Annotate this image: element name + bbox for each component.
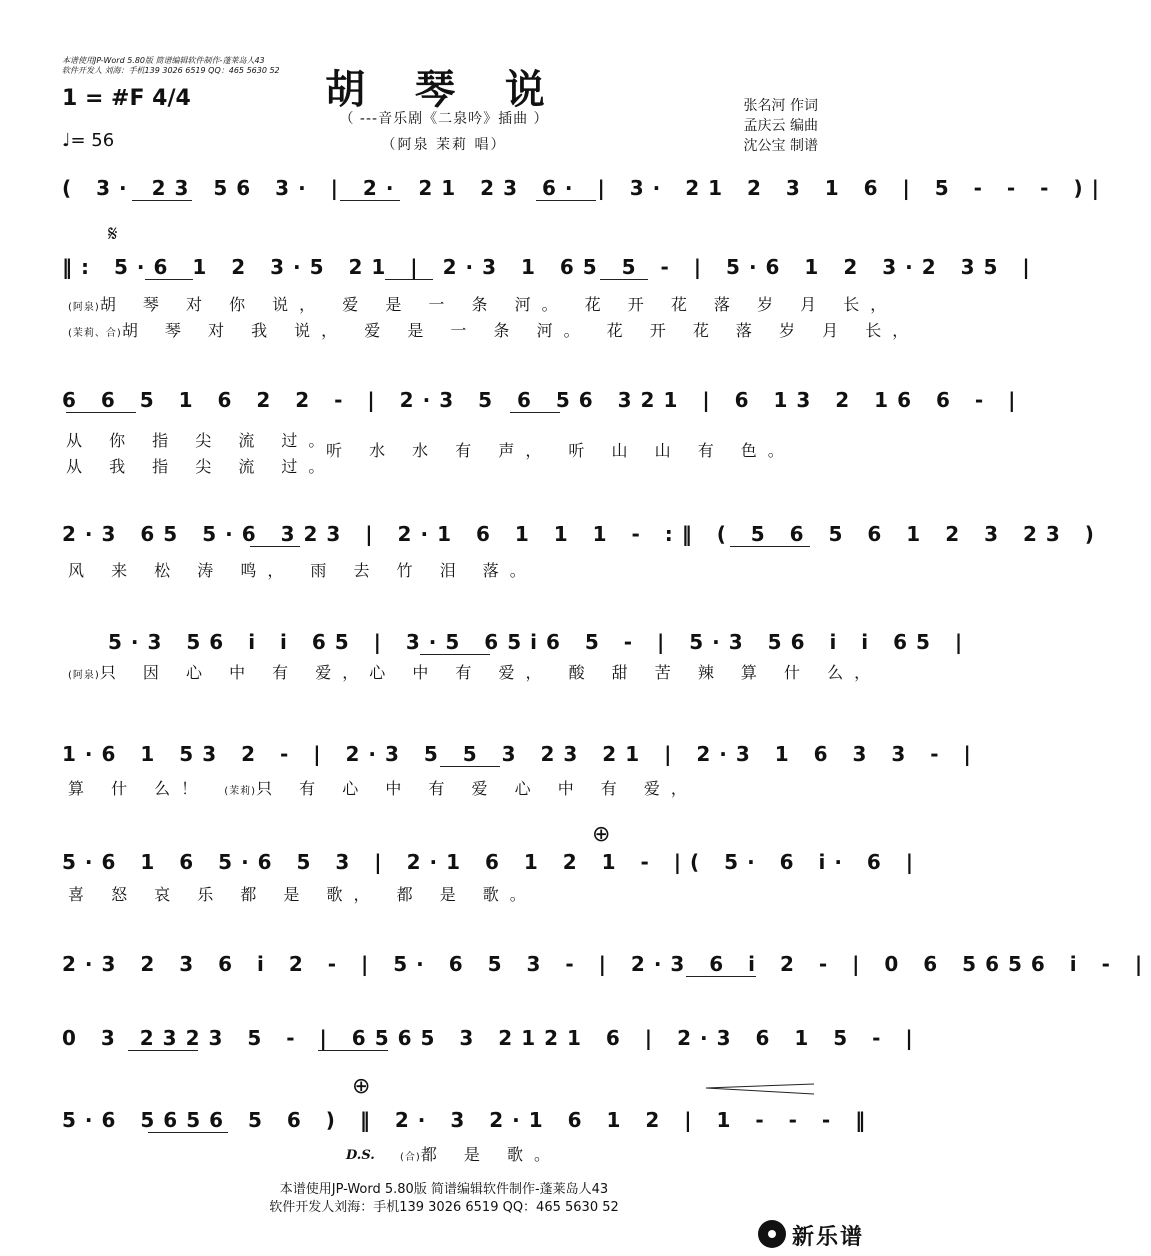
score-line-6: 1·6 1 53 2 - | 2·3 5 5 3 23 21 | 2·3 1 6 3 3 - |	[62, 742, 980, 766]
software-note: 本谱使用JP-Word 5.80版 简谱编辑软件制作-蓬莱岛人43	[62, 56, 265, 65]
score-line-8: 2·3 2 3 6 i 2 - | 5· 6 5 3 - | 2·3 6 i 2 - | 0 6 5656 i - |	[62, 952, 1151, 976]
record-disc-icon	[758, 1220, 786, 1248]
role-label: (茉莉、合)	[68, 328, 122, 339]
footer-software: 本谱使用JP-Word 5.80版 简谱编辑软件制作-蓬莱岛人43	[279, 1182, 609, 1197]
lyric-line-3b: 从 我 指 尖 流 过。	[66, 457, 336, 476]
score-line-2: ‖: 5·6 1 2 3·5 21 | 2·3 1 65 5 - | 5·6 1 2 3·2 35 |	[62, 255, 1039, 279]
song-title: 胡 琴 说	[325, 66, 563, 113]
role-label: (茉莉)	[224, 786, 257, 797]
role-label: (合)	[400, 1152, 421, 1163]
transcriber-credit: 沈公宝 制谱	[743, 138, 818, 154]
coda-sign: ⊕	[592, 822, 611, 847]
score-line-10: 5·6 5656 5 6 ) ‖ 2· 3 2·1 6 1 2 | 1 - - - ‖	[62, 1108, 875, 1132]
score-line-5: 5·3 56 i i 65 | 3·5 65i6 5 - | 5·3 56 i i 65 |	[108, 630, 972, 654]
lyric-text: 胡 琴 对 你 说， 爱 是 一 条 河。 花 开 花 落 岁 月 长，	[99, 295, 898, 314]
lyricist-credit: 张名河 作词	[743, 98, 818, 114]
lyric-line-5	[68, 660, 882, 683]
lyric-verse-2	[68, 318, 920, 341]
lyric-text: 算 什 么！	[68, 779, 209, 798]
lyric-text-b: 只 有 心 中 有 爱 心 中 有 爱，	[256, 779, 698, 798]
lyric-line-3c: 听 水 水 有 声， 听 山 山 有 色。	[326, 441, 795, 460]
tempo-marking: ♩= 56	[62, 130, 115, 151]
developer-note: 软件开发人 刘海：手机139 3026 6519 QQ：465 5630 52	[62, 66, 280, 75]
composer-credit: 孟庆云 编曲	[743, 118, 818, 134]
lyric-text: 胡 琴 对 我 说， 爱 是 一 条 河。 花 开 花 落 岁 月 长，	[121, 321, 920, 340]
key-signature: 1 = #F 4/4	[62, 86, 191, 111]
segno-sign: 𝄋	[108, 222, 118, 247]
lyric-verse-1	[68, 292, 898, 315]
lyric-line-10	[400, 1142, 800, 1165]
footer-developer: 软件开发人刘海：手机139 3026 6519 QQ：465 5630 52	[269, 1200, 619, 1215]
coda-sign: ⊕	[352, 1074, 371, 1099]
lyric-text: 只 因 心 中 有 爱，心 中 有 爱， 酸 甜 苦 辣 算 什 么，	[99, 663, 882, 682]
score-line-1: ( 3· 23 56 3· | 2· 21 23 6· | 3· 21 2 3 1 6 | 5 - - - )|	[62, 176, 1108, 200]
logo-text: 新乐谱	[792, 1225, 865, 1250]
score-line-3: 6 6 5 1 6 2 2 - | 2·3 5 6 56 321 | 6 13 2 16 6 - |	[62, 388, 1025, 412]
credits	[744, 96, 818, 156]
score-line-9: 0 3 2323 5 - | 6565 3 2121 6 | 2·3 6 1 5 - |	[62, 1026, 922, 1050]
singer-info: （阿泉 茉莉 唱）	[381, 137, 507, 153]
lyric-line-7: 喜 怒 哀 乐 都 是 歌， 都 是 歌。	[68, 885, 537, 904]
site-logo	[758, 1218, 878, 1250]
role-label: (阿泉)	[68, 302, 100, 313]
score-line-4: 2·3 65 5·6 323 | 2·1 6 1 1 1 - :‖ ( 5 6 5 6 1 2 3 23 )	[62, 522, 1103, 546]
song-subtitle: （ ---音乐剧《二泉吟》插曲 ）	[339, 111, 549, 127]
score-line-7: 5·6 1 6 5·6 5 3 | 2·1 6 1 2 1 - |( 5· 6 i· 6 |	[62, 850, 923, 874]
lyric-line-6	[68, 776, 828, 799]
decrescendo-hairpin	[706, 1082, 816, 1102]
lyric-text: 都 是 歌。	[420, 1145, 561, 1164]
role-label: (阿泉)	[68, 670, 100, 681]
lyric-line-4: 风 来 松 涛 鸣， 雨 去 竹 泪 落。	[68, 561, 537, 580]
lyric-line-3a: 从 你 指 尖 流 过。	[66, 431, 336, 450]
ds-marking: D.S.	[346, 1148, 375, 1163]
